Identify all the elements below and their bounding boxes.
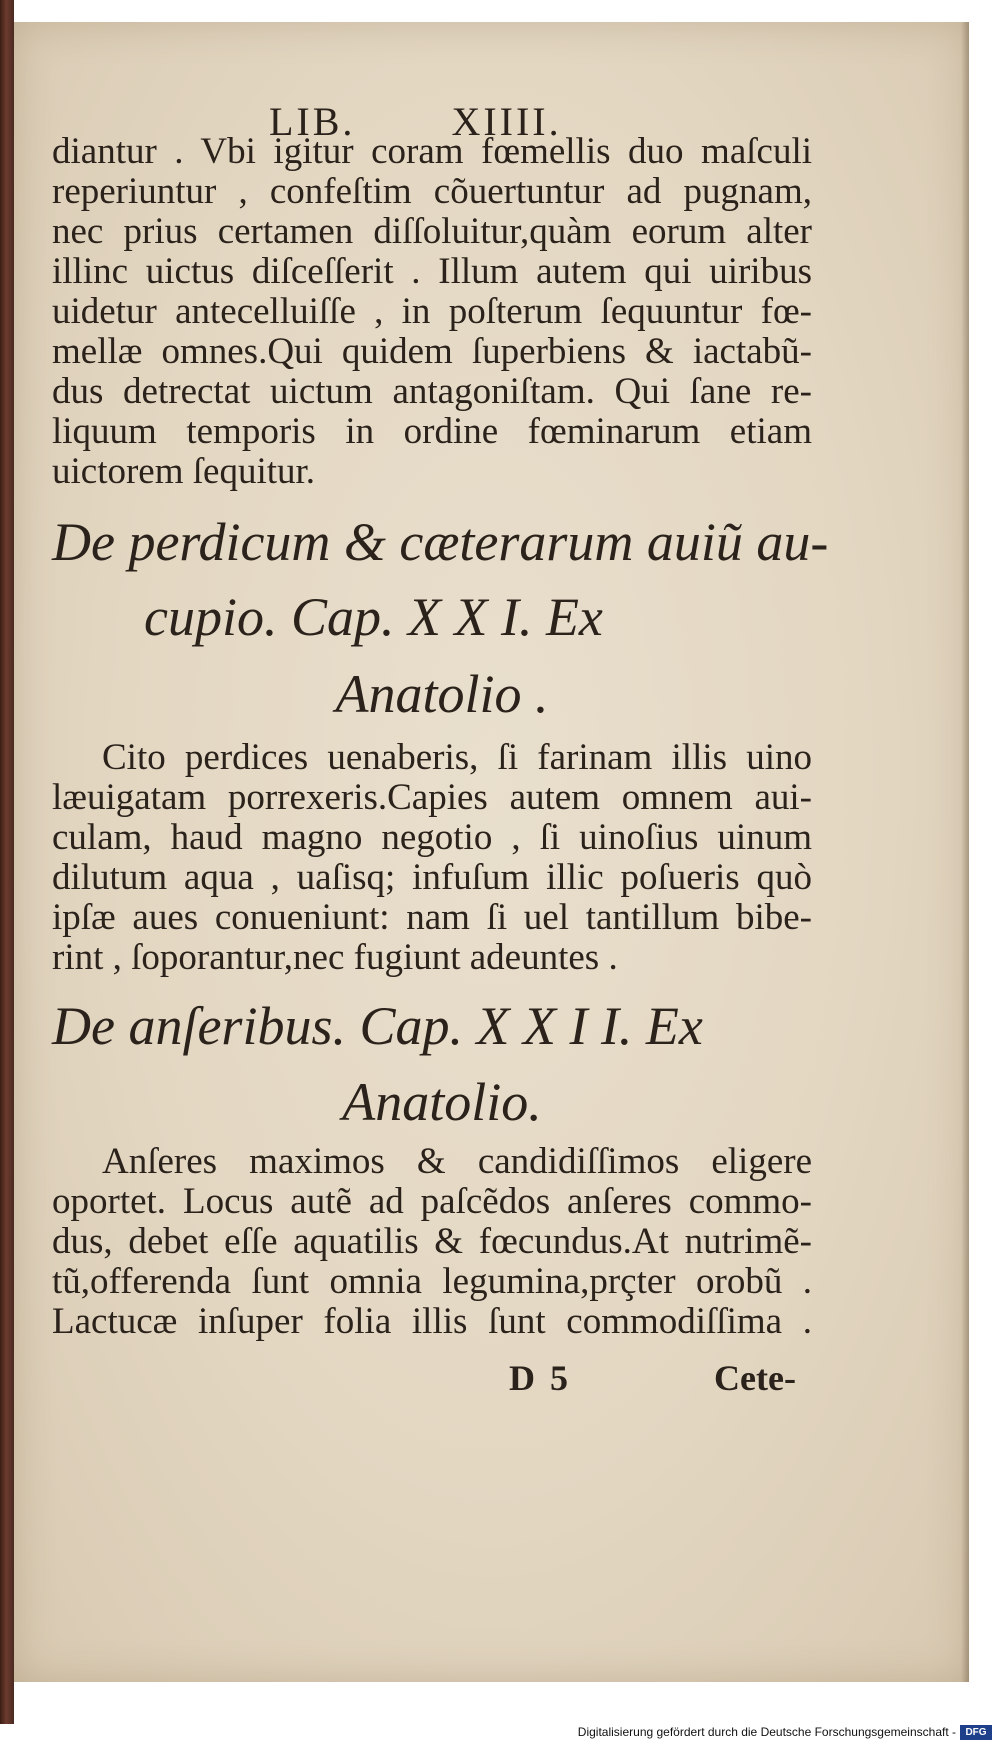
book-page bbox=[14, 22, 969, 1682]
running-head-left: LIB. bbox=[269, 99, 356, 144]
text-line: mellæ omnes.Qui quidem ſuperbiens & iactabũ- bbox=[52, 331, 812, 372]
text-line: diantur . Vbi igitur coram fœmellis duo maſculi bbox=[52, 131, 812, 172]
signature-mark: D 5 bbox=[509, 1358, 571, 1398]
text-line: uictorem ſequitur. bbox=[52, 451, 316, 492]
chapter-heading-line: Anatolio . bbox=[335, 664, 549, 724]
text-line: uidetur antecelluiſſe , in poſterum ſequuntur fœ- bbox=[52, 291, 812, 332]
text-line: Lactucæ inſuper folia illis ſunt commodiſſima . bbox=[52, 1301, 812, 1342]
chapter-heading-line: De anſeribus. Cap. X X I I. Ex bbox=[52, 996, 703, 1056]
text-line: ipſæ aues conueniunt: nam ſi uel tantillum bibe- bbox=[52, 897, 812, 938]
text-line: illinc uictus diſceſſerit . Illum autem qui uiribus bbox=[52, 251, 812, 292]
text-line: dus, debet eſſe aquatilis & fœcundus.At nutrimẽ- bbox=[52, 1221, 812, 1262]
text-line: Cito perdices uenaberis, ſi farinam illis uino bbox=[102, 737, 812, 778]
text-line: culam, haud magno negotio , ſi uinoſius uinum bbox=[52, 817, 812, 858]
text-line: læuigatam porrexeris.Capies autem omnem aui- bbox=[52, 777, 812, 818]
text-line: tũ,offerenda ſunt omnia legumina,prçter orobũ . bbox=[52, 1261, 812, 1302]
page-edge-shadow bbox=[961, 22, 969, 1682]
running-head-right: XIIII. bbox=[451, 99, 562, 144]
text-line: dilutum aqua , uaſisq; infuſum illic poſueris quò bbox=[52, 857, 812, 898]
dfg-logo: DFG bbox=[960, 1725, 992, 1740]
chapter-heading-line: De perdicum & cæterarum auiũ au- bbox=[52, 512, 829, 572]
chapter-heading-line: cupio. Cap. X X I. Ex bbox=[144, 587, 603, 647]
text-line: nec prius certamen diſſoluitur,quàm eorum alter bbox=[52, 211, 812, 252]
catchword: Cete- bbox=[714, 1358, 796, 1398]
book-spine-edge bbox=[0, 0, 14, 1744]
text-line: reperiuntur , confeſtim cõuertuntur ad pugnam, bbox=[52, 171, 812, 212]
text-line: rint , ſoporantur,nec fugiunt adeuntes . bbox=[52, 937, 618, 978]
text-line: liquum temporis in ordine fœminarum etiam bbox=[52, 411, 812, 452]
text-line: oportet. Locus autẽ ad paſcẽdos anſeres commo- bbox=[52, 1181, 812, 1222]
digitization-credit: Digitalisierung gefördert durch die Deutsche Forschungsgemeinschaft - bbox=[577, 1725, 956, 1739]
chapter-heading-line: Anatolio. bbox=[342, 1072, 542, 1132]
text-line: Anſeres maximos & candidiſſimos eligere bbox=[102, 1141, 812, 1182]
text-line: dus detrectat uictum antagoniſtam. Qui ſane re- bbox=[52, 371, 812, 412]
